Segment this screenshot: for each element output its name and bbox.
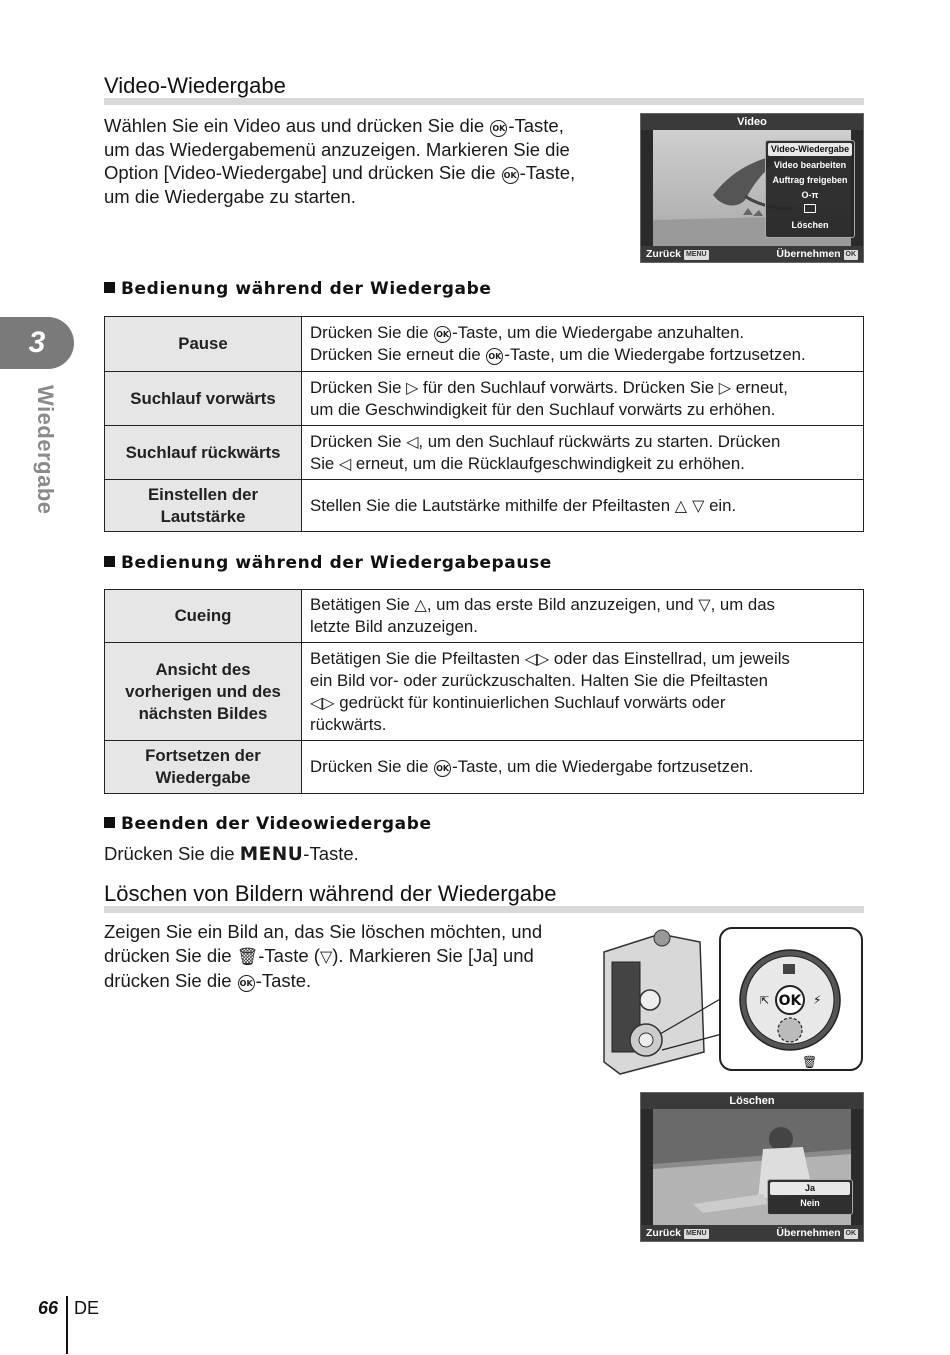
ok-button-icon: OK xyxy=(490,120,507,137)
footer-divider xyxy=(66,1296,68,1354)
key-icon: O-π xyxy=(801,190,819,200)
video-menu-screen xyxy=(640,113,864,263)
table-row xyxy=(105,741,864,794)
arrow-left-right-icon: ◁▷ xyxy=(524,648,550,668)
chapter-tab: 3 xyxy=(0,317,74,369)
screen-title: Video xyxy=(641,114,863,130)
option-no[interactable]: Nein xyxy=(800,1198,820,1208)
page-number: 66 xyxy=(38,1298,59,1318)
arrow-up-icon: △ xyxy=(414,595,427,614)
menu-item-protect[interactable] xyxy=(766,188,854,203)
row-value: Drücken Sie ◁, um den Suchlauf rückwärts zu starten. Drücken Sie ◁ erneut, um die Rücklaufgeschwindigkeit zu erhöhen. xyxy=(302,426,864,480)
option-yes[interactable]: Ja xyxy=(770,1182,850,1195)
row-value: Stellen Sie die Lautstärke mithilfe der Pfeiltasten △ ▽ ein. xyxy=(302,480,864,532)
ok-button-icon: OK xyxy=(502,167,519,184)
arrow-right-icon: ▷ xyxy=(406,377,419,397)
playback-menu xyxy=(765,140,855,238)
trash-icon: 🗑 xyxy=(236,946,259,967)
table-row xyxy=(105,317,864,372)
arrow-down-icon: ▽ xyxy=(698,595,711,614)
arrow-left-right-icon: ◁▷ xyxy=(310,692,335,712)
arrow-left-icon: ◁ xyxy=(406,431,419,451)
arrow-down-icon: ▽ xyxy=(319,946,333,966)
svg-text:🗑: 🗑 xyxy=(802,1055,818,1069)
row-value: Drücken Sie die OK -Taste, um die Wiedergabe fortzusetzen. xyxy=(302,741,864,794)
section-title-delete-images: Löschen von Bildern während der Wiedergabe xyxy=(104,882,864,913)
table-row xyxy=(105,480,864,532)
row-key: Suchlauf rückwärts xyxy=(105,426,302,480)
row-key: Cueing xyxy=(105,590,302,643)
screen-bottom-bar xyxy=(641,1225,863,1241)
row-value: Betätigen Sie △, um das erste Bild anzuzeigen, und ▽, um das letzte Bild anzuzeigen. xyxy=(302,590,864,643)
confirm-label: Übernehmen xyxy=(776,1227,841,1239)
arrow-up-down-icon: △ ▽ xyxy=(674,495,705,515)
svg-text:⚡: ⚡ xyxy=(813,993,822,1007)
row-key: Einstellen der Lautstärke xyxy=(105,480,302,532)
chapter-label: Wiedergabe xyxy=(33,385,58,515)
end-playback-text: Drücken Sie die MENU-Taste. xyxy=(104,843,359,865)
section-title-video-playback: Video-Wiedergabe xyxy=(104,74,864,105)
image-stack-icon xyxy=(804,204,816,213)
table-row xyxy=(105,590,864,643)
subheading-during-playback: Bedienung während der Wiedergabe xyxy=(104,279,492,299)
camera-illustration xyxy=(600,922,864,1078)
screen-bottom-bar xyxy=(641,246,863,262)
subheading-end-playback: Beenden der Videowiedergabe xyxy=(104,814,432,834)
menu-item-edit-video[interactable]: Video bearbeiten xyxy=(773,160,847,170)
back-label: Zurück xyxy=(646,248,682,260)
back-label: Zurück xyxy=(646,1227,682,1239)
row-key: Suchlauf vorwärts xyxy=(105,372,302,426)
pause-operations-table xyxy=(104,589,864,794)
ok-tag: OK xyxy=(845,1230,856,1237)
row-key: Fortsetzen der Wiedergabe xyxy=(105,741,302,794)
row-value: Drücken Sie ▷ für den Suchlauf vorwärts. Drücken Sie ▷ erneut, um die Geschwindigkeit für den Suchlauf vorwärts zu erhöhen. xyxy=(302,372,864,426)
delete-paragraph: Zeigen Sie ein Bild an, das Sie löschen möchten, und drücken Sie die 🗑-Taste (▽). Markieren Sie [Ja] und drücken Sie die OK -Taste. xyxy=(104,921,543,991)
language-code: DE xyxy=(74,1298,100,1318)
arrow-right-icon: ▷ xyxy=(718,377,732,397)
ok-tag: OK xyxy=(845,251,856,258)
row-value: Betätigen Sie die Pfeiltasten ◁▷ oder das Einstellrad, um jeweils ein Bild vor- oder zurückzuschalten. Halten Sie die Pfeiltasten ◁▷ gedrückt für kontinuierlichen Suchlauf vorwärts oder rückwärts. xyxy=(302,643,864,741)
ok-button-icon: OK xyxy=(434,326,451,343)
menu-item-share-order[interactable]: Auftrag freigeben xyxy=(772,175,848,185)
row-key: Ansicht des vorherigen und des nächsten Bildes xyxy=(105,643,302,741)
confirm-label: Übernehmen xyxy=(776,248,841,260)
menu-button-label: MENU xyxy=(239,844,304,865)
delete-screen xyxy=(640,1092,864,1242)
svg-text:⇱: ⇱ xyxy=(760,994,770,1007)
row-key: Pause xyxy=(105,317,302,372)
table-row xyxy=(105,426,864,480)
menu-item-video-playback[interactable]: Video-Wiedergabe xyxy=(768,143,852,156)
screen-title: Löschen xyxy=(641,1093,863,1109)
menu-tag: MENU xyxy=(685,251,707,258)
delete-options xyxy=(767,1179,853,1215)
menu-tag: MENU xyxy=(685,1230,707,1237)
subheading-during-pause: Bedienung während der Wiedergabepause xyxy=(104,553,552,573)
playback-operations-table xyxy=(104,316,864,532)
ok-button-icon: OK xyxy=(486,348,503,365)
table-row xyxy=(105,372,864,426)
arrow-left-icon: ◁ xyxy=(338,453,352,473)
ok-button-icon: OK xyxy=(434,760,451,777)
dial-ok-label: OK xyxy=(778,993,802,1009)
menu-item-rotate[interactable] xyxy=(766,203,854,218)
menu-item-delete[interactable]: Löschen xyxy=(791,220,829,230)
table-row xyxy=(105,643,864,741)
ok-button-icon: OK xyxy=(238,975,255,992)
intro-paragraph: Wählen Sie ein Video aus und drücken Sie die OK -Taste, um das Wiedergabemenü anzuzeigen. Markieren Sie die Option [Video-Wiedergabe] und drücken Sie die OK -Taste, um die Wiedergabe zu starten. xyxy=(104,115,576,207)
row-value: Drücken Sie die OK -Taste, um die Wiedergabe anzuhalten. Drücken Sie erneut die OK -Taste, um die Wiedergabe fortzusetzen. xyxy=(302,317,864,372)
